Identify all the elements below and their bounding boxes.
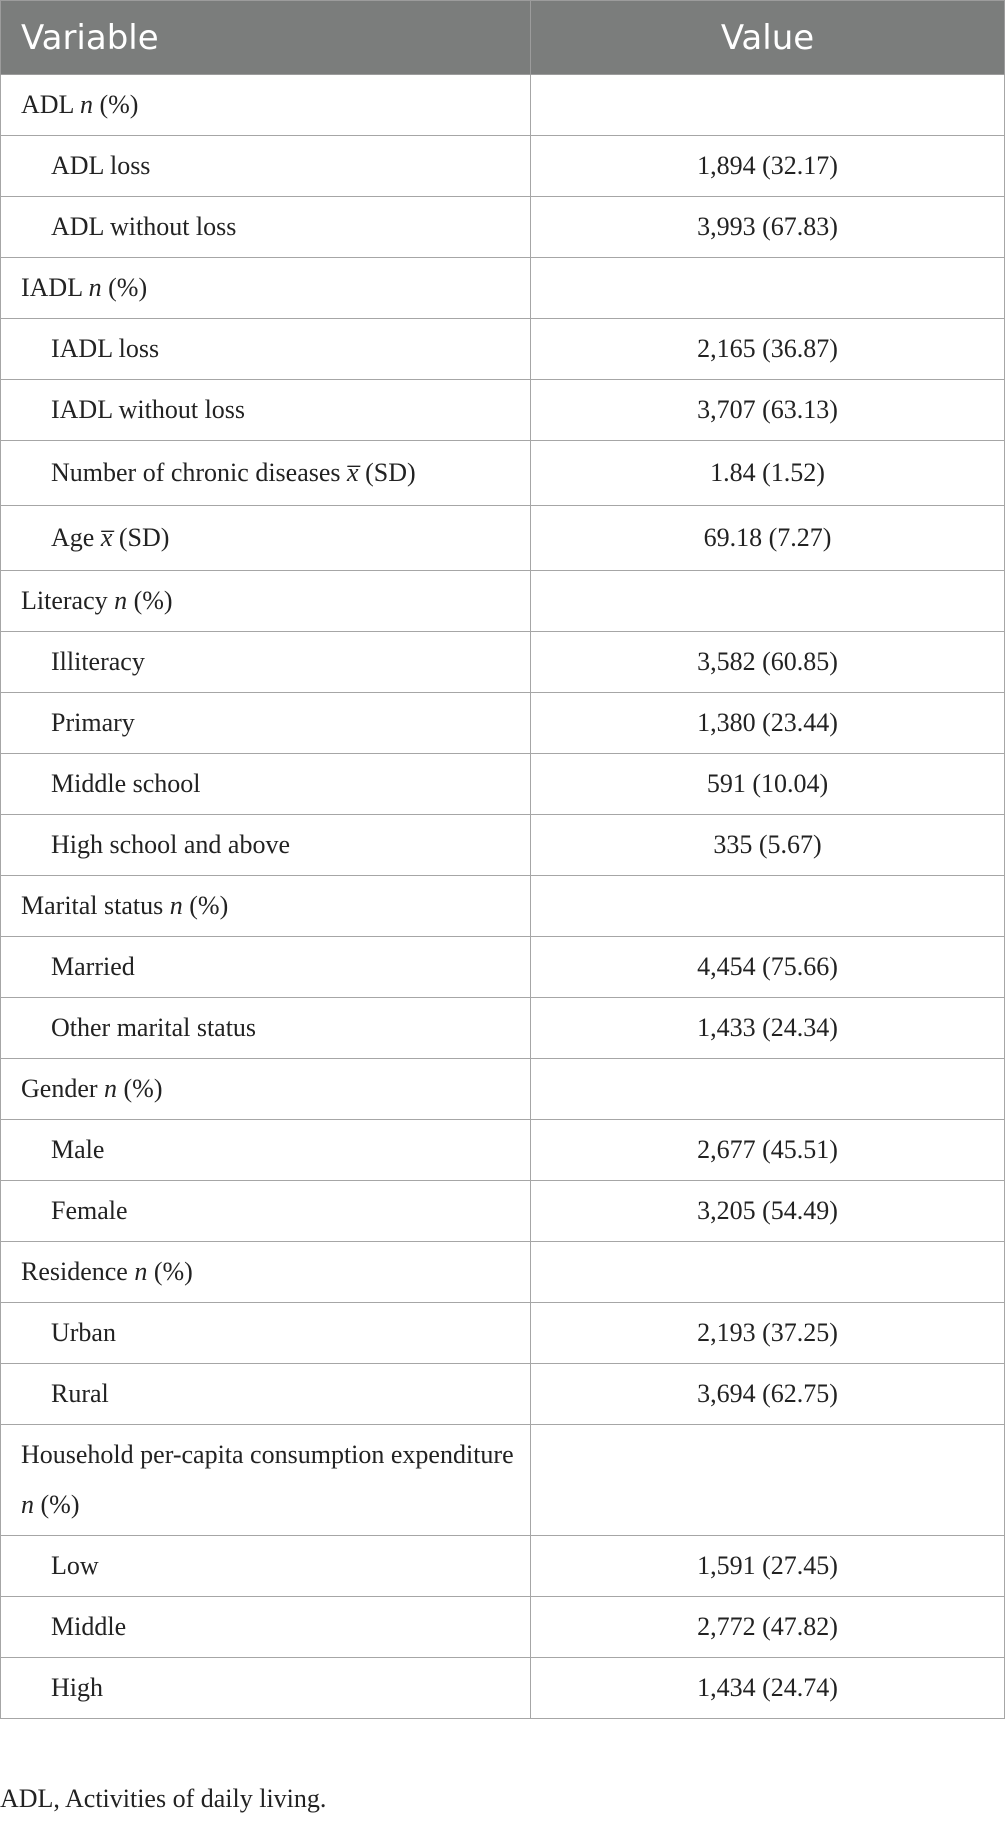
table-row xyxy=(1,693,1005,754)
statistic-symbol: n xyxy=(104,1074,118,1103)
variable-label: Middle xyxy=(51,1612,127,1641)
variable-cell xyxy=(1,998,531,1059)
statistic-unit: (%) xyxy=(99,90,139,119)
variable-cell xyxy=(1,441,531,506)
table-row xyxy=(1,754,1005,815)
table-row xyxy=(1,197,1005,258)
variable-cell xyxy=(1,319,531,380)
value-cell: 1,591 (27.45) xyxy=(531,1536,1005,1597)
variable-label: Household per-capita consumption expenditure xyxy=(21,1440,514,1469)
table-row xyxy=(1,1303,1005,1364)
variable-cell xyxy=(1,1425,531,1536)
variable-cell xyxy=(1,197,531,258)
statistic-symbol: x̅ xyxy=(347,458,359,487)
variable-cell xyxy=(1,571,531,632)
variable-cell xyxy=(1,1242,531,1303)
variable-cell xyxy=(1,632,531,693)
value-cell: 69.18 (7.27) xyxy=(531,506,1005,571)
value-cell: 1,434 (24.74) xyxy=(531,1658,1005,1719)
table-row xyxy=(1,1658,1005,1719)
header-variable: Variable xyxy=(1,1,531,75)
header-value: Value xyxy=(531,1,1005,75)
value-cell: 591 (10.04) xyxy=(531,754,1005,815)
statistic-unit: (%) xyxy=(189,891,229,920)
value-cell: 3,205 (54.49) xyxy=(531,1181,1005,1242)
value-cell xyxy=(531,1242,1005,1303)
table-header-row xyxy=(1,1,1005,75)
value-cell: 3,694 (62.75) xyxy=(531,1364,1005,1425)
value-cell: 1,894 (32.17) xyxy=(531,136,1005,197)
variable-label: Literacy xyxy=(21,586,108,615)
value-cell xyxy=(531,876,1005,937)
variable-label: Gender xyxy=(21,1074,98,1103)
variable-cell xyxy=(1,1303,531,1364)
variable-label: IADL xyxy=(21,273,83,302)
table-body xyxy=(1,75,1005,1719)
variable-cell xyxy=(1,815,531,876)
value-cell: 2,677 (45.51) xyxy=(531,1120,1005,1181)
table-row xyxy=(1,1597,1005,1658)
variable-cell xyxy=(1,1658,531,1719)
table-row xyxy=(1,1242,1005,1303)
variable-label: Age xyxy=(51,523,95,552)
value-cell: 1,380 (23.44) xyxy=(531,693,1005,754)
table-row xyxy=(1,998,1005,1059)
variable-cell xyxy=(1,380,531,441)
variable-label: ADL loss xyxy=(51,151,151,180)
statistic-symbol: n xyxy=(114,586,128,615)
value-cell xyxy=(531,1059,1005,1120)
table-row xyxy=(1,1364,1005,1425)
variable-cell xyxy=(1,1364,531,1425)
variable-cell xyxy=(1,1120,531,1181)
table-row xyxy=(1,506,1005,571)
variable-cell xyxy=(1,1597,531,1658)
table-row xyxy=(1,571,1005,632)
value-cell: 1,433 (24.34) xyxy=(531,998,1005,1059)
statistic-unit: (%) xyxy=(123,1074,163,1103)
value-cell: 3,707 (63.13) xyxy=(531,380,1005,441)
statistic-symbol: n xyxy=(169,891,183,920)
table-row xyxy=(1,1425,1005,1536)
table-row xyxy=(1,1059,1005,1120)
statistic-unit: (%) xyxy=(153,1257,193,1286)
variable-cell xyxy=(1,1536,531,1597)
variable-cell xyxy=(1,258,531,319)
value-cell: 3,582 (60.85) xyxy=(531,632,1005,693)
value-cell xyxy=(531,258,1005,319)
value-cell: 1.84 (1.52) xyxy=(531,441,1005,506)
variable-label: Male xyxy=(51,1135,105,1164)
value-cell xyxy=(531,571,1005,632)
statistic-unit: (%) xyxy=(133,586,173,615)
variable-cell xyxy=(1,506,531,571)
value-cell xyxy=(531,1425,1005,1536)
table-row xyxy=(1,1536,1005,1597)
variable-label: High school and above xyxy=(51,830,291,859)
table-footnote: ADL, Activities of daily living. xyxy=(0,1784,327,1813)
statistic-unit: (SD) xyxy=(365,458,416,487)
variable-label: IADL loss xyxy=(51,334,160,363)
variable-label: Middle school xyxy=(51,769,201,798)
variable-label: Illiteracy xyxy=(51,647,145,676)
variable-cell xyxy=(1,754,531,815)
variable-label: Marital status xyxy=(21,891,164,920)
table-row xyxy=(1,136,1005,197)
statistic-symbol: n xyxy=(134,1257,148,1286)
statistic-symbol: n xyxy=(88,273,102,302)
variable-label: Primary xyxy=(51,708,135,737)
table-row xyxy=(1,937,1005,998)
variable-label: Number of chronic diseases xyxy=(51,458,341,487)
variable-label: Married xyxy=(51,952,135,981)
variable-label: Low xyxy=(51,1551,99,1580)
table-row xyxy=(1,1120,1005,1181)
variable-cell xyxy=(1,876,531,937)
variable-cell xyxy=(1,1059,531,1120)
variable-label: Residence xyxy=(21,1257,128,1286)
value-cell: 4,454 (75.66) xyxy=(531,937,1005,998)
variable-cell xyxy=(1,75,531,136)
statistic-symbol: n xyxy=(79,90,93,119)
table-row xyxy=(1,380,1005,441)
variable-label: Urban xyxy=(51,1318,116,1347)
statistic-unit: (SD) xyxy=(118,523,170,552)
statistic-symbol: x̅ xyxy=(100,523,113,552)
variable-label: ADL xyxy=(21,90,74,119)
table-row xyxy=(1,1181,1005,1242)
table-row xyxy=(1,876,1005,937)
variable-cell xyxy=(1,693,531,754)
value-cell: 2,772 (47.82) xyxy=(531,1597,1005,1658)
table-row xyxy=(1,75,1005,136)
variable-label: ADL without loss xyxy=(51,212,237,241)
table-row xyxy=(1,319,1005,380)
variable-cell xyxy=(1,937,531,998)
value-cell xyxy=(531,75,1005,136)
table-row xyxy=(1,815,1005,876)
statistic-unit: (%) xyxy=(108,273,148,302)
table-row xyxy=(1,632,1005,693)
variable-label: Rural xyxy=(51,1379,109,1408)
table-row xyxy=(1,258,1005,319)
table-row xyxy=(1,441,1005,506)
variable-label: Other marital status xyxy=(51,1013,257,1042)
variable-cell xyxy=(1,1181,531,1242)
variable-label: IADL without loss xyxy=(51,395,246,424)
statistic-symbol: n xyxy=(21,1490,34,1519)
value-cell: 3,993 (67.83) xyxy=(531,197,1005,258)
value-cell: 2,165 (36.87) xyxy=(531,319,1005,380)
value-cell: 335 (5.67) xyxy=(531,815,1005,876)
variable-cell xyxy=(1,136,531,197)
statistic-unit: (%) xyxy=(40,1490,80,1519)
variable-label: High xyxy=(51,1673,103,1702)
variable-label: Female xyxy=(51,1196,128,1225)
value-cell: 2,193 (37.25) xyxy=(531,1303,1005,1364)
